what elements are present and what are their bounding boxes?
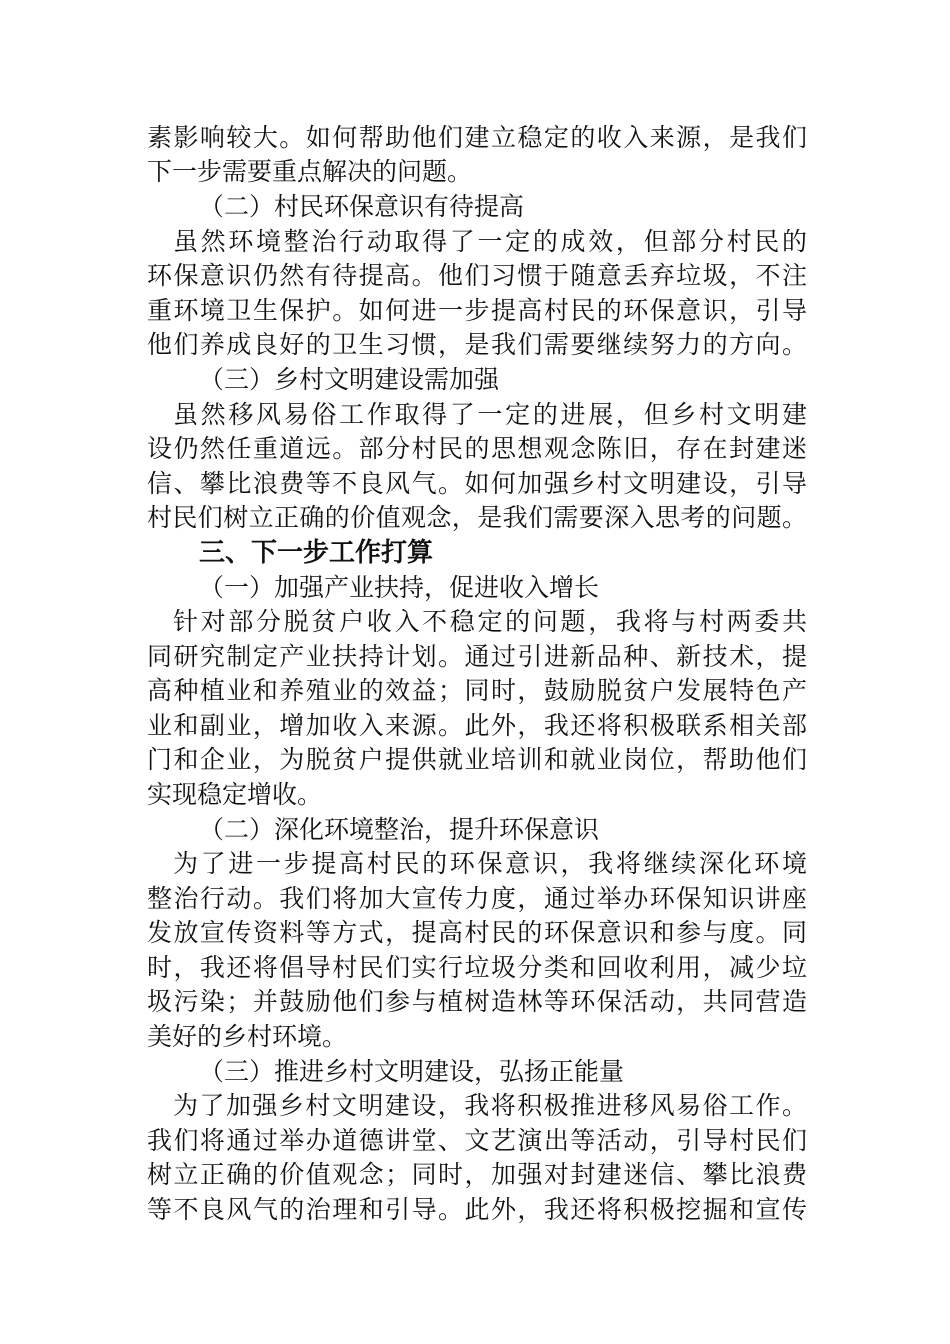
subheading: （一）加强产业扶持，促进收入增长 [199,573,600,602]
body-text-line: 美好的乡村环境。 [147,1022,348,1051]
body-text-line: 圾污染；并鼓励他们参与植树造林等环保活动，共同营造 [147,987,807,1016]
body-text-line: 业和副业，增加收入来源。此外，我还将积极联系相关部 [147,711,807,740]
body-text-line: 门和企业，为脱贫户提供就业培训和就业岗位，帮助他们 [147,745,807,774]
body-text-line: 信、攀比浪费等不良风气。如何加强乡村文明建设，引导 [147,469,807,498]
section-heading: 三、下一步工作打算 [199,538,434,568]
body-text-line: 同研究制定产业扶持计划。通过引进新品种、新技术，提 [147,642,807,671]
subheading: （二）村民环保意识有待提高 [199,192,525,221]
body-text-line: 村民们树立正确的价值观念，是我们需要深入思考的问题。 [147,503,807,532]
paragraph-first-line: 针对部分脱贫户收入不稳定的问题，我将与村两委共 [173,607,807,636]
paragraph-first-line: 为了加强乡村文明建设，我将积极推进移风易俗工作。 [173,1091,807,1120]
paragraph-first-line: 虽然环境整治行动取得了一定的成效，但部分村民的 [173,227,807,256]
body-text-line: 重环境卫生保护。如何进一步提高村民的环保意识，引导 [147,296,807,325]
paragraph-first-line: 为了进一步提高村民的环保意识，我将继续深化环境 [173,849,807,878]
body-text-line: 素影响较大。如何帮助他们建立稳定的收入来源，是我们 [147,123,807,152]
body-text-line: 实现稳定增收。 [147,780,323,809]
paragraph-first-line: 虽然移风易俗工作取得了一定的进展，但乡村文明建 [173,400,807,429]
subheading: （二）深化环境整治，提升环保意识 [199,815,600,844]
subheading: （三）乡村文明建设需加强 [199,365,500,394]
subheading: （三）推进乡村文明建设，弘扬正能量 [199,1057,625,1086]
body-text-line: 高种植业和养殖业的效益；同时，鼓励脱贫户发展特色产 [147,676,807,705]
body-text-line: 发放宣传资料等方式，提高村民的环保意识和参与度。同 [147,918,807,947]
body-text-line: 我们将通过举办道德讲堂、文艺演出等活动，引导村民们 [147,1126,807,1155]
body-text-line: 整治行动。我们将加大宣传力度，通过举办环保知识讲座 [147,884,807,913]
body-text-line: 树立正确的价值观念；同时，加强对封建迷信、攀比浪费 [147,1160,807,1189]
body-text-line: 时，我还将倡导村民们实行垃圾分类和回收利用，减少垃 [147,953,807,982]
body-text-line: 等不良风气的治理和引导。此外，我还将积极挖掘和宣传 [147,1195,807,1224]
body-text-line: 环保意识仍然有待提高。他们习惯于随意丢弃垃圾，不注 [147,261,807,290]
body-text-line: 下一步需要重点解决的问题。 [147,157,473,186]
body-text-line: 设仍然任重道远。部分村民的思想观念陈旧，存在封建迷 [147,434,807,463]
body-text-line: 他们养成良好的卫生习惯，是我们需要继续努力的方向。 [147,330,807,359]
